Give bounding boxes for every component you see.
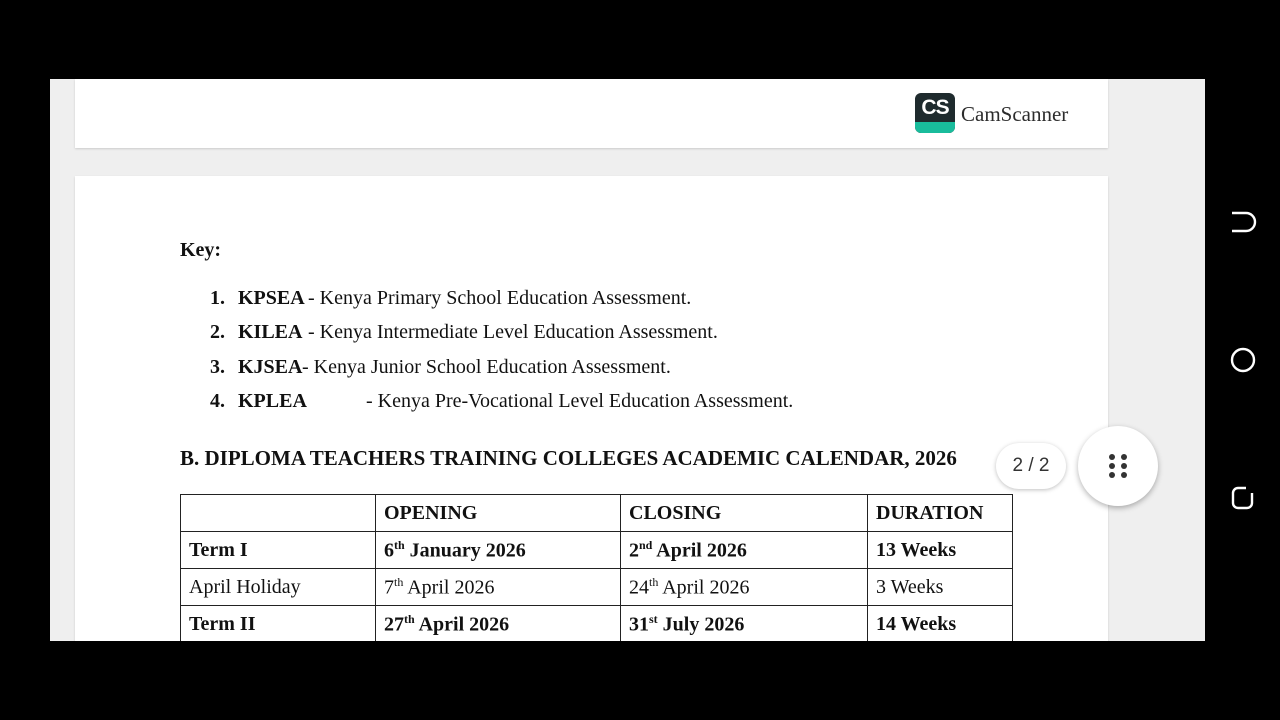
recents-icon [1224,479,1262,517]
key-number: 3. [210,356,225,378]
table-header-row [181,495,1013,532]
page-1-bottom [75,79,1108,148]
home-icon [1224,341,1262,379]
key-number: 2. [210,321,225,343]
table-row [181,606,1013,642]
table-row [181,569,1013,606]
camscanner-wordmark: CamScanner [961,102,1069,126]
section-title: B. DIPLOMA TEACHERS TRAINING COLLEGES ACADEMIC CALENDAR, 2026 [180,446,957,470]
logo-letters: CS [921,96,949,119]
term-cell: Term I [181,532,376,569]
key-description: - Kenya Pre-Vocational Level Education Assessment. [366,390,794,412]
duration-cell: 3 Weeks [868,569,1013,606]
home-nav-button[interactable] [1224,341,1262,379]
back-icon [1224,203,1262,241]
key-description: - Kenya Junior School Education Assessment. [302,356,671,378]
key-abbreviation: KPSEA [238,287,305,309]
camscanner-logo-icon [915,93,955,133]
opening-cell: 6th January 2026 [376,532,621,569]
key-abbreviation: KPLEA [238,390,307,412]
table-header: CLOSING [621,495,868,532]
table-header [181,495,376,532]
opening-cell: 27th April 2026 [376,606,621,642]
table-header: DURATION [868,495,1013,532]
key-description: - Kenya Primary School Education Assessment. [308,287,692,309]
closing-cell: 2nd April 2026 [621,532,868,569]
table-header: OPENING [376,495,621,532]
key-number: 4. [210,390,225,412]
page-indicator: 2 / 2 [996,443,1066,489]
term-cell: Term II [181,606,376,642]
duration-cell: 14 Weeks [868,606,1013,642]
page-2 [75,176,1108,641]
key-item [210,321,718,344]
key-abbreviation: KILEA [238,321,303,343]
key-item [210,356,671,379]
back-nav-button[interactable] [1224,203,1262,241]
calendar-table [180,494,1013,641]
key-abbreviation: KJSEA [238,356,303,378]
key-item [210,390,793,413]
opening-cell: 7th April 2026 [376,569,621,606]
recents-nav-button[interactable] [1224,479,1262,517]
duration-cell: 13 Weeks [868,532,1013,569]
closing-cell: 24th April 2026 [621,569,868,606]
closing-cell: 31st July 2026 [621,606,868,642]
key-number: 1. [210,287,225,309]
table-row [181,532,1013,569]
key-item [210,287,691,310]
document-viewer[interactable] [50,79,1205,641]
key-heading: Key: [180,239,222,261]
key-description: - Kenya Intermediate Level Education Assessment. [308,321,718,343]
page-grid-button[interactable] [1078,426,1158,506]
term-cell: April Holiday [181,569,376,606]
